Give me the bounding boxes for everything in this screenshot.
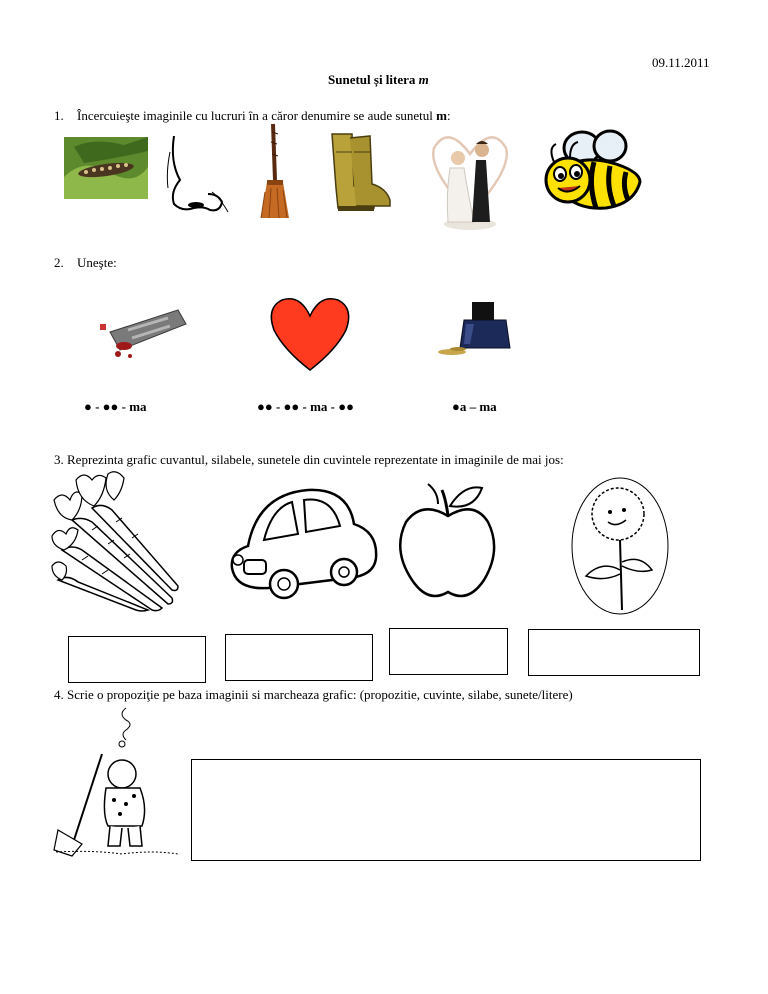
syllable-label-1: ● - ●● - ma <box>84 399 147 414</box>
broom-image[interactable] <box>255 122 295 220</box>
heart-image[interactable] <box>270 296 350 372</box>
answer-box-apple[interactable] <box>389 628 508 675</box>
syllable-label-2: ●● - ●● - ma - ●● <box>257 399 354 414</box>
car-image[interactable] <box>228 484 380 606</box>
ink-bottle-image[interactable] <box>436 296 516 360</box>
nose-image[interactable] <box>160 132 230 218</box>
exercise-1-bold-letter: m <box>436 108 448 123</box>
exercise-4-instruction: 4. Scrie o propoziţie pe baza imaginii si marcheaza grafic: (propozitie, cuvinte, silabe, sunete/litere) <box>54 687 573 702</box>
caterpillar-image[interactable] <box>64 137 148 199</box>
sentence-answer-box[interactable] <box>191 759 701 861</box>
wedding-couple-image[interactable] <box>428 124 512 232</box>
exercise-1-number: 1. <box>54 108 64 123</box>
boy-with-rake-image[interactable] <box>52 704 182 860</box>
syllable-label-3: ●a – ma <box>452 399 497 414</box>
date: 09.11.2011 <box>652 55 710 70</box>
exercise-1-text: Încercuieşte imaginile cu lucruri în a căror denumire se aude sunetul <box>77 108 437 123</box>
boots-image[interactable] <box>328 128 392 214</box>
exercise-1-tail: : <box>447 108 451 123</box>
title-letter: m <box>418 72 429 87</box>
exercise-2-number: 2. <box>54 255 64 270</box>
bee-image[interactable] <box>534 124 644 214</box>
apple-image[interactable] <box>398 480 498 604</box>
exercise-2-instruction <box>54 255 117 270</box>
exercise-3-instruction: 3. Reprezinta grafic cuvantul, silabele, sunetele din cuvintele reprezentate in imaginile de mai jos: <box>54 452 564 467</box>
title-text: Sunetul și litera <box>328 72 419 87</box>
razor-blade-image[interactable] <box>98 304 194 374</box>
page-title <box>328 72 429 87</box>
answer-box-car[interactable] <box>225 634 373 681</box>
answer-box-carrots[interactable] <box>68 636 206 683</box>
dandelion-image[interactable] <box>566 470 674 614</box>
exercise-1-instruction <box>54 108 451 123</box>
answer-box-dandelion[interactable] <box>528 629 700 676</box>
carrots-image[interactable] <box>52 470 180 612</box>
exercise-2-text: Uneşte: <box>77 255 117 270</box>
